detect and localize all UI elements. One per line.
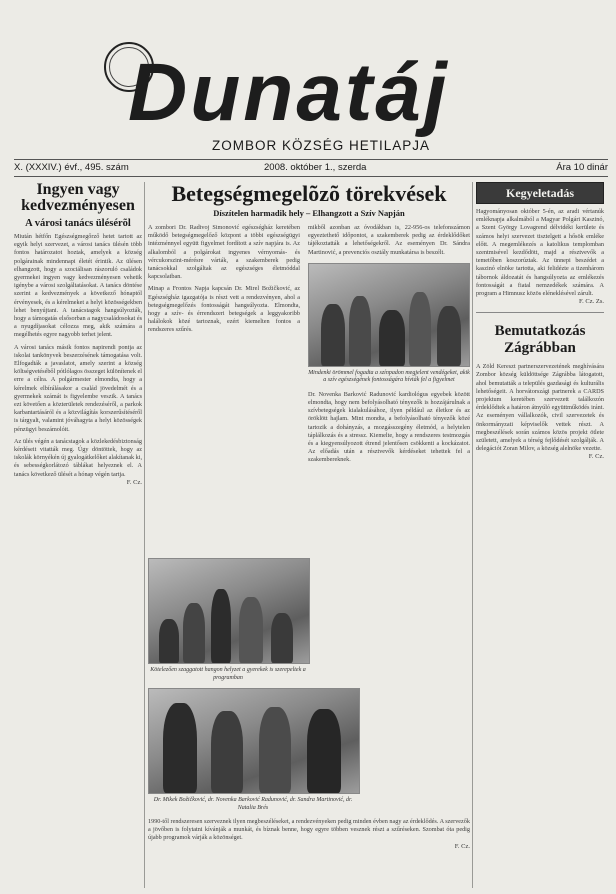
issue-date: 2008. október 1., szerda: [264, 162, 367, 173]
center-article-body: Dr. Novenka Barković Radunović kardiológus egyebek között elmondta, hogy nem befolyásolható tényezők is hozzájárulnak a szívbetegségek kialakulásához, ilyen például az életkor és az öröklött hajlam. Mint mondta, a befolyásolható tényezők közé tartozik a dohányzás, a mozgásszegény életmód, a helytelen táplálkozás és a stressz. Kiemelte, hogy a rendszeres testmozgás és a kiegyensúlyozott étrend jelentősen csökkenti a kockázatot. Az előadás után a résztvevők kérdéseket tehettek fel a szakembereknek.: [308, 390, 470, 464]
center-article-body: 1990-től rendszeresen szerveznek ilyen megbeszéléseket, a rendezvényeken pedig minden évben nagy az érdeklődés. A szervezők a jövőben is folytatni kívánják a munkát, és bíznak benne, hogy egyre többen vesznek részt a szűréseken. Szombat óta pedig újabb programok várják a közönséget.: [148, 818, 470, 842]
column-divider: [144, 182, 145, 888]
center-top-columns: [148, 224, 470, 554]
center-column-2: [308, 224, 470, 554]
photo-caption: Kötelezően szaggatott hangon helyzet a gyerekek is szerepeltek a programban: [150, 667, 306, 681]
issue-number: X. (XXXIV.) évf., 495. szám: [14, 162, 129, 173]
left-article-subheadline: A városi tanács ülésérõl: [25, 218, 131, 229]
photo-crowd: [308, 263, 470, 367]
issue-info-bar: [14, 159, 608, 177]
zagreb-article-signature: F. Cz.: [588, 453, 604, 461]
center-column-1: [148, 224, 300, 554]
kegyeletadas-body: Hagyományosan október 5-én, az aradi vértanúk emléknapja alkalmából a Magyar Polgári Kaszinó, a Szent György Lovagrend délvidéki kerülete és számos helyi szervezet tisztelgett a hősök emléke előtt. A megemlékezés a katolikus templomban szentmisével kezdődött, majd a résztvevők a temetőben koszorúztak. Az ünnepi beszédet a kaszinó elnöke tartotta, aki felidézte a tizenhárom tábornok áldozatát és hangsúlyozta az emlékezés fontosságát a fiatal nemzedékek számára. A program a Himnusz közös eléneklésével zárult.: [476, 208, 604, 298]
left-article-body: A városi tanács másik fontos napirendi pontja az iskolai tankönyvek beszerzésének támogatása volt. Elfogadták a javaslatot, amely szerint a község költségvetéséből pótlólagos összeget különítenek el erre a célra. A polgármester elmondta, hogy a kérelmek elbírálásakor a család jövedelmét és a gyermekek számát is figyelembe veszik. A tanács ezt követően a közterületek rendezéséről, a parkok karbantartásáról és a közvilágítás korszerűsítéséről is tárgyalt, valamint jóváhagyta a helyi közösségek pénzügyi beszámolóit.: [14, 343, 142, 433]
kegyeletadas-box-title: Kegyeletadás: [476, 182, 604, 204]
right-column: [476, 182, 604, 888]
issue-price: Ára 10 dinár: [556, 162, 608, 173]
left-article-headline: Ingyen vagy kedvezményesen: [21, 182, 135, 214]
center-article-body: mikből azonban az óvodákban is, 22-956-os telefonszámon egyeztethető időpontot, a szakemberek pedig az érdeklődőket tájékoztatták a lehetőségekről. Az eseményen Dr. Sándra Martinović, a prevenciós osztály munkatársa is beszélt.: [308, 224, 470, 256]
center-article-signature: F. Cz.: [454, 842, 470, 850]
center-article-subheadline: Díszítelen harmadik hely – Elhangzott a Szív Napján: [213, 208, 405, 218]
kegyeletadas-signature: F. Cz. Zs.: [579, 298, 604, 306]
left-article: [14, 182, 142, 888]
photo-children: [148, 558, 310, 664]
column-divider: [472, 182, 473, 888]
masthead-title: Dunatáj: [128, 47, 450, 138]
left-article-body: Az ülés végén a tanácstagok a közlekedésbiztonság kérdéseit vitatták meg. Úgy döntöttek, hogy az iskolák környékén új gyalogátkelőket alakítanak ki, és sebességkorlátozó táblákat helyeznek el. A tanács következő ülését a hónap végén tartja.: [14, 437, 142, 478]
left-article-signature: F. Cz.: [126, 478, 142, 486]
masthead-subtitle: ZOMBOR KÖZSÉG HETILAPJA: [211, 138, 431, 153]
photo-caption: Dr. Mikek Božičković, dr. Novenka Barković Radunović, dr. Sandra Martinović, dr. Natalia Brés: [153, 797, 353, 811]
photo-caption: Mindenki örömmel fogadta a színpadon megjelent vendégeket, akik a szív egészségének fontosságára hívták fel a figyelmet: [308, 369, 470, 384]
section-divider: [476, 312, 604, 313]
center-article: [148, 182, 470, 888]
center-article-body: Minap a Frontos Napja kapcsán Dr. Mirel Božičković, az Egészségház igazgatója is részt vett a rendezvényen, ahol a betegségmegelőzés fontosságát hangsúlyozta. Elmondta, hogy a szív- és érrendszeri betegségek a leggyakoribb halálokok közé tartoznak, ezért kiemelten fontos a rendszeres szűrés.: [148, 285, 300, 334]
left-article-body: Miután hétfőn Egészségmegőrző hetet tartott az egyik helyi szervezet, a városi tanács ülésén több fontos határozatot hoztak, amelyek a község polgárainak mindennapi életét érintik. Az ülésen elhangzott, hogy a szociálisan rászoruló családok gyermekei ingyen vagy kedvezményesen vehetik igénybe a városi szolgáltatásokat. A tanács döntése szerint a kedvezmények a következő hónaptól érvényesek, és a kérelmeket a helyi közösségekben lehet benyújtani. A tanácstagok hangsúlyozták, hogy a támogatás elsősorban a nagycsaládosokat és a nyugdíjasokat célozza meg, akik számára a megélhetés egyre nagyobb terhet jelent.: [14, 233, 142, 339]
center-article-body: A zombori Dr. Radivoj Simonović egészségház keretében működő betegségmegelőző központ a többi egészségügyi intézménnyel együtt figyelmet fordított a szív napjára is. Az alkalomból a polgárokat ingyenes vérnyomás- és vércukorszint-mérésre várták, a szakemberek pedig tanácsokkal szolgáltak az egészséges életmóddal kapcsolatban.: [148, 224, 300, 281]
zagreb-article-body: A Zöld Kereszt partnerszervezetének meghívására Zombor község küldöttsége Zágrábba látogatott, ahol bemutatták a település gazdasági és kulturális lehetőségeit. A horvátországi partnerek a CARDS projektum keretében szervezett találkozón érdeklődtek a határon átnyúló együttműködés iránt. Az eseményen vállalkozók, civil szervezetek és önkormányzati képviselők vettek részt. A megbeszélések során számos közös projekt ötlete született, amelyek a térség fejlődését szolgálják. A delegációt Zoran Milov, a község alelnöke vezette.: [476, 363, 604, 453]
center-article-headline: Betegségmegelõzõ törekvések: [171, 182, 447, 206]
photo-doctors: [148, 688, 360, 794]
zagreb-article-headline: Bemutatkozás Zágrábban: [494, 323, 586, 357]
